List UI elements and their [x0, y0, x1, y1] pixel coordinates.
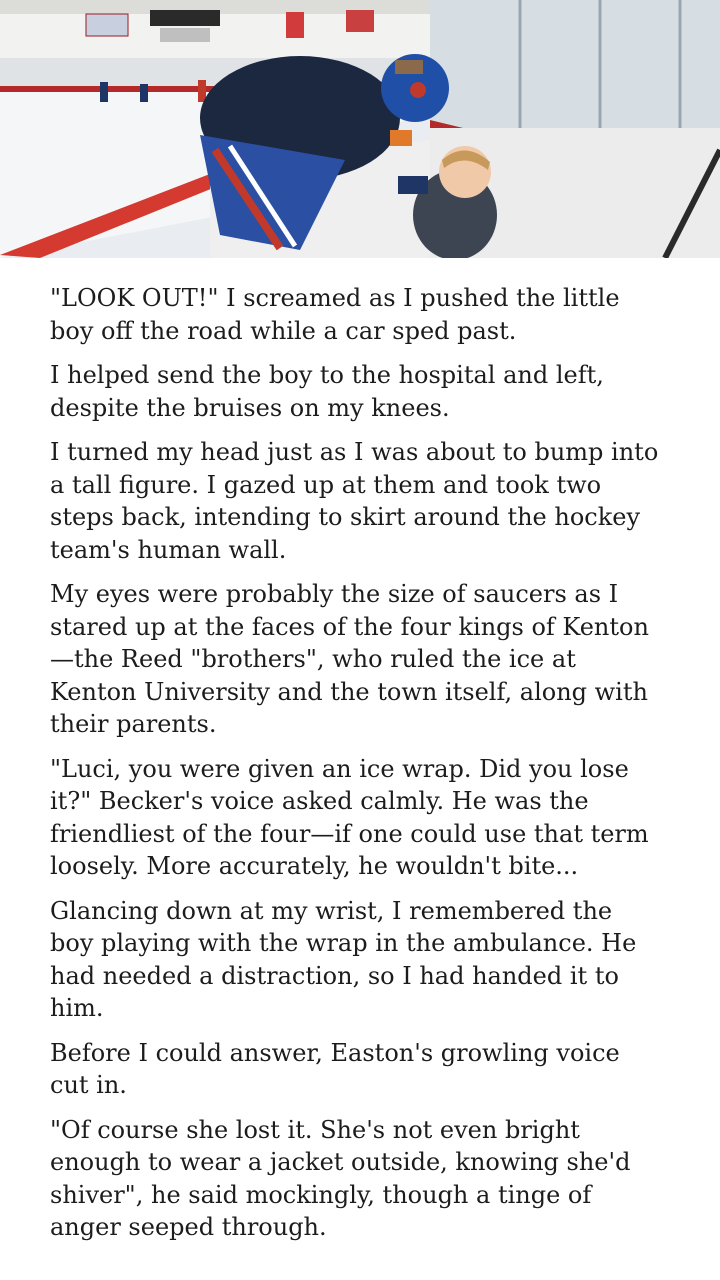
hockey-rink-illustration — [0, 0, 720, 258]
story-paragraph-5: "Luci, you were given an ice wrap. Did you lose it?" Becker's voice asked calmly. He was the friendliest of the four—if one could use that term loosely. More accurately, he wouldn't bite... — [50, 754, 649, 880]
banner — [346, 10, 374, 32]
story-paragraph-2: I helped send the boy to the hospital and left, despite the bruises on my knees. — [50, 361, 604, 422]
story-paragraph-6: Glancing down at my wrist, I remembered the boy playing with the wrap in the ambulance. He had needed a distraction, so I had handed it to him. — [50, 896, 637, 1022]
story-paragraph-3: I turned my head just as I was about to bump into a tall figure. I gazed up at them and took two steps back, intending to skirt around the hockey team's human wall. — [50, 438, 659, 564]
player — [140, 84, 148, 102]
flag-banner — [86, 14, 128, 36]
player — [198, 80, 206, 102]
story-text — [50, 282, 662, 1256]
scoreboard — [150, 10, 220, 26]
story-paragraph-7: Before I could answer, Easton's growling voice cut in. — [50, 1038, 620, 1099]
player-hair — [395, 60, 423, 74]
player — [100, 82, 108, 102]
glove — [398, 176, 428, 194]
hero-photo — [0, 0, 720, 258]
story-paragraph-4: My eyes were probably the size of saucers as I stared up at the faces of the four kings of Kenton—the Reed "brothers", who ruled the ice at Kenton University and the town itself, along with their parents. — [50, 580, 649, 738]
banner — [286, 12, 304, 38]
banner — [160, 28, 210, 42]
cup — [390, 130, 412, 146]
story-paragraph-1: "LOOK OUT!" I screamed as I pushed the little boy off the road while a car sped past. — [50, 284, 620, 345]
story-paragraph-8: "Of course she lost it. She's not even bright enough to wear a jacket outside, knowing she'd shiver", he said mockingly, though a tinge of anger seeped through. — [50, 1115, 631, 1241]
